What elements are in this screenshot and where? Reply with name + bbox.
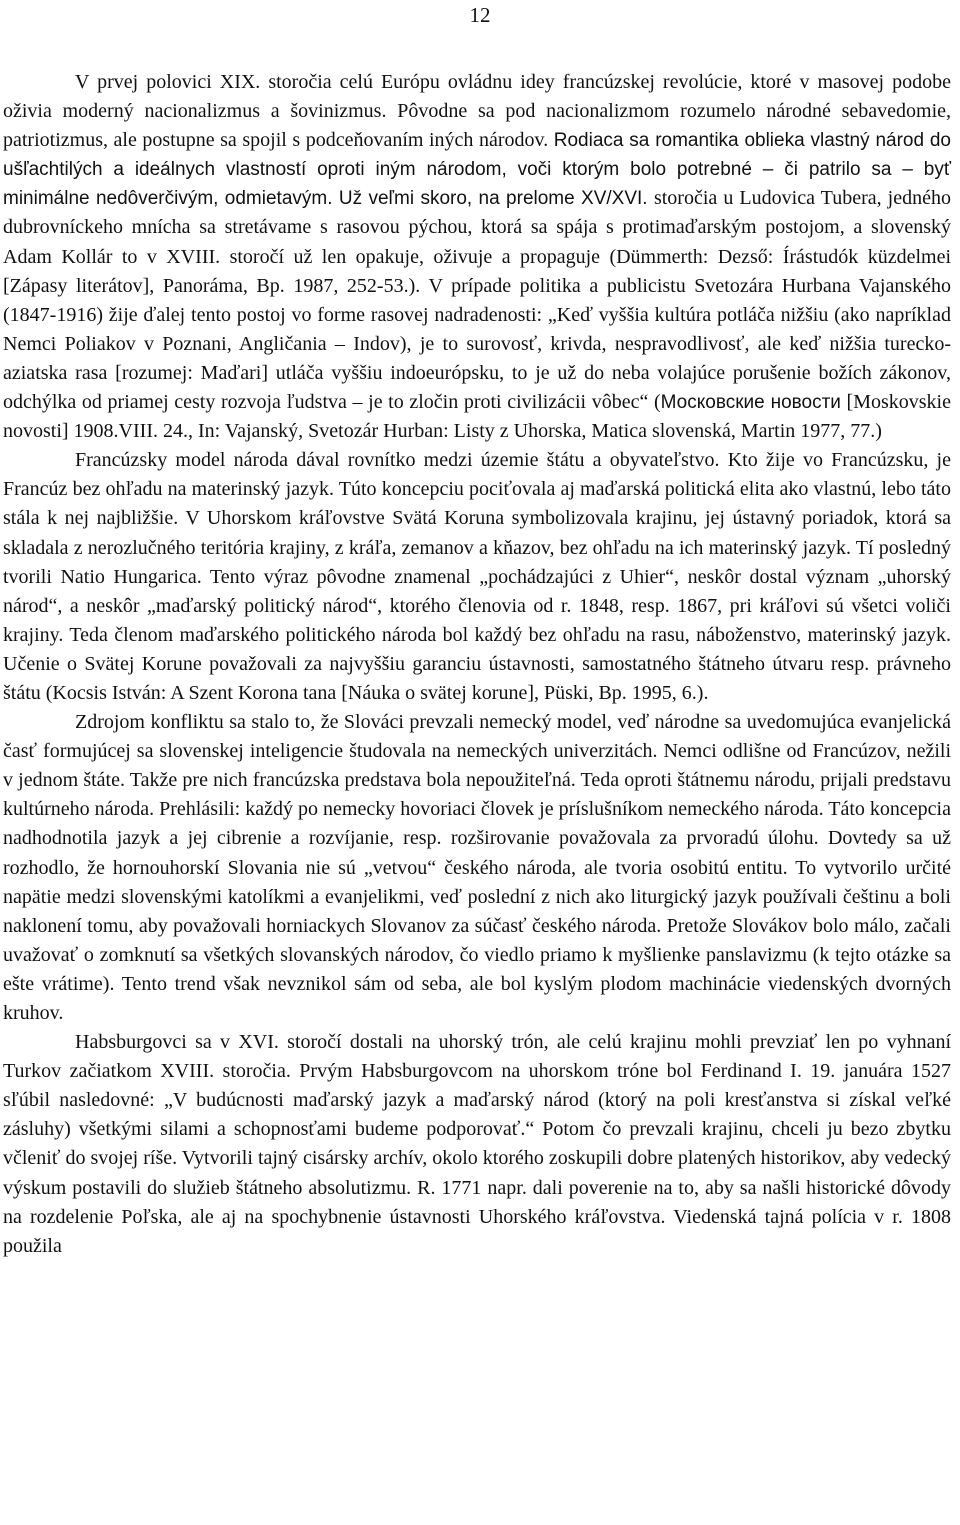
paragraph-1-text-end: [Moskovskie novosti] 1908.VIII. 24., In: Vajanský, Svetozár Hurban: Listy z Uhorska, Matica slovenská, Martin 1977, 77.) bbox=[3, 391, 951, 443]
paragraph-1-text: V prvej polovici XIX. storočia celú Európu ovládnu idey francúzskej revolúcie, ktoré v masovej podobe oživia moderný nacionalizmus a šovinizmus. Pôvodne sa pod nacionalizmom rozumelo národné sebavedomie, patriotizmus, ale postupne sa spojil s podceňovaním iných národov. bbox=[3, 71, 951, 152]
paragraph-1-cyrillic-title: Московские новости bbox=[660, 392, 841, 414]
paragraph-3-text: Zdrojom konfliktu sa stalo to, že Slováci prevzali nemecký model, veď národne sa uvedomujúca evanjelická časť formujúcej sa slovenskej inteligencie študovala na nemeckých univerzitách. Nemci odlišne od Francúzov, nežili v jednom štáte. Takže pre nich francúzska predstava bola nepoužiteľná. Teda oproti štátnemu národu, prijali predstavu kultúrneho národa. Prehlásili: každý po nemecky hovoriaci človek je príslušníkom nemeckého národa. Táto koncepcia nadhodnotila jazyk a jej cibrenie a rozvíjanie, resp. rozširovanie považovala za prvoradú úlohu. Dovtedy sa už rozhodlo, že hornouhorskí Slovania nie sú „vetvou“ českého národa, ale tvoria osobitú entitu. To vytvorilo určité napätie medzi slovenskými katolíkmi a evanjelikmi, veď poslední z nich ako liturgický jazyk používali češtinu a boli naklonení tomu, aby považovali horniackych Slovanov za súčasť českého národa. Pretože Slovákov bolo málo, začali uvažovať o zomknutí sa všetkých slovanských národov, čo viedlo priamo k myšlienke panslavizmu (k tejto otázke sa ešte vrátime). Tento trend však nevznikol sám od seba, ale bol kyslým plodom machinácie viedenských dvorných kruhov. bbox=[3, 711, 951, 1024]
paragraph-2-text: Francúzsky model národa dával rovnítko medzi územie štátu a obyvateľstvo. Kto žije vo Francúzsku, je Francúz bez ohľadu na materinský jazyk. Túto koncepciu pociťovala aj maďarská politická elita ako vlastnú, lebo táto stála k nej najbližšie. V Uhorskom kráľovstve Svätá Koruna symbolizovala krajinu, jej ústavný poriadok, ktorá sa skladala z nerozlučného teritória krajiny, z kráľa, zemanov a kňazov, bez ohľadu na ich materinský jazyk. Tí posledný tvorili Natio Hungarica. Tento výraz pôvodne znamenal „pochádzajúci z Uhier“, neskôr dostal význam „uhorský národ“, a neskôr „maďarský politický národ“, ktorého členovia od r. 1848, resp. 1867, pri kráľovi sú všetci voliči krajiny. Teda členom maďarského politického národa bol každý bez ohľadu na rasu, náboženstvo, materinský jazyk. Učenie o Svätej Korune považovali za najvyššiu garanciu ústavnosti, samostatného štátneho útvaru resp. právneho štátu (Kocsis István: A Szent Korona tana [Náuka o svätej korune], Püski, Bp. 1995, 6.). bbox=[3, 449, 951, 704]
paragraph-2 bbox=[3, 446, 951, 708]
paragraph-4 bbox=[3, 1028, 951, 1261]
document-body bbox=[3, 68, 951, 1261]
paragraph-1-text-cont: storočia u Ludovica Tubera, jedného dubrovníckeho mnícha sa stretávame s rasovou pýchou, ktorá sa spája s protimaďarským postojom, a slovenský Adam Kollár to v XVIII. storočí už len opakuje, oživuje a propaguje (Dümmerth: Dezső: Írástudók küzdelmei [Zápasy literátov], Panoráma, Bp. 1987, 252-53.). V prípade politika a publicistu Svetozára Hurbana Vajanského (1847-1916) žije ďalej tento postoj vo forme rasovej nadradenosti: „Keď vyššia kultúra potláča nižšiu (ako napríklad Nemci Poliakov v Poznani, Angličania – Indov), je to surovosť, krivda, nespravodlivosť, ale keď nižšia turecko-aziatska rasa [rozumej: Maďari] utláča vyššiu indoeurópsku, to je už do neba volajúce porušenie božích zákonov, odchýlka od priamej cesty rozvoja ľudstva – je to zločin proti civilizácii vôbec“ ( bbox=[3, 187, 951, 414]
paragraph-3 bbox=[3, 708, 951, 1028]
paragraph-1-sans-text: Rodiaca sa romantika oblieka vlastný národ do ušľachtilých a ideálnych vlastností oproti iným národom, voči ktorým bolo potrebné – či patrilo sa – byť minimálne nedôverčivým, odmietavým. Už veľmi skoro, na prelome XV/XVI. bbox=[3, 130, 951, 210]
paragraph-1 bbox=[3, 68, 951, 446]
page-number: 12 bbox=[469, 3, 491, 27]
paragraph-4-text: Habsburgovci sa v XVI. storočí dostali na uhorský trón, ale celú krajinu mohli prevziať len po vyhnaní Turkov začiatkom XVIII. storočia. Prvým Habsburgovcom na uhorskom tróne bol Ferdinand I. 19. januára 1527 sľúbil nasledovné: „V budúcnosti maďarský jazyk a maďarský národ (ktorý na poli kresťanstva si získal veľké zásluhy) všetkými silami a schopnosťami budeme podporovať.“ Potom čo prevzali krajinu, chceli ju bezo zbytku včleniť do svojej ríše. Vytvorili tajný cisársky archív, okolo ktorého zoskupili dobre platených historikov, aby vedecký výskum postavili do služieb štátneho absolutizmu. R. 1771 napr. dali poverenie na to, aby sa našli historické dôvody na rozdelenie Poľska, ale aj na spochybnenie ústavnosti Uhorského kráľovstva. Viedenská tajná polícia v r. 1808 použila bbox=[3, 1031, 951, 1257]
